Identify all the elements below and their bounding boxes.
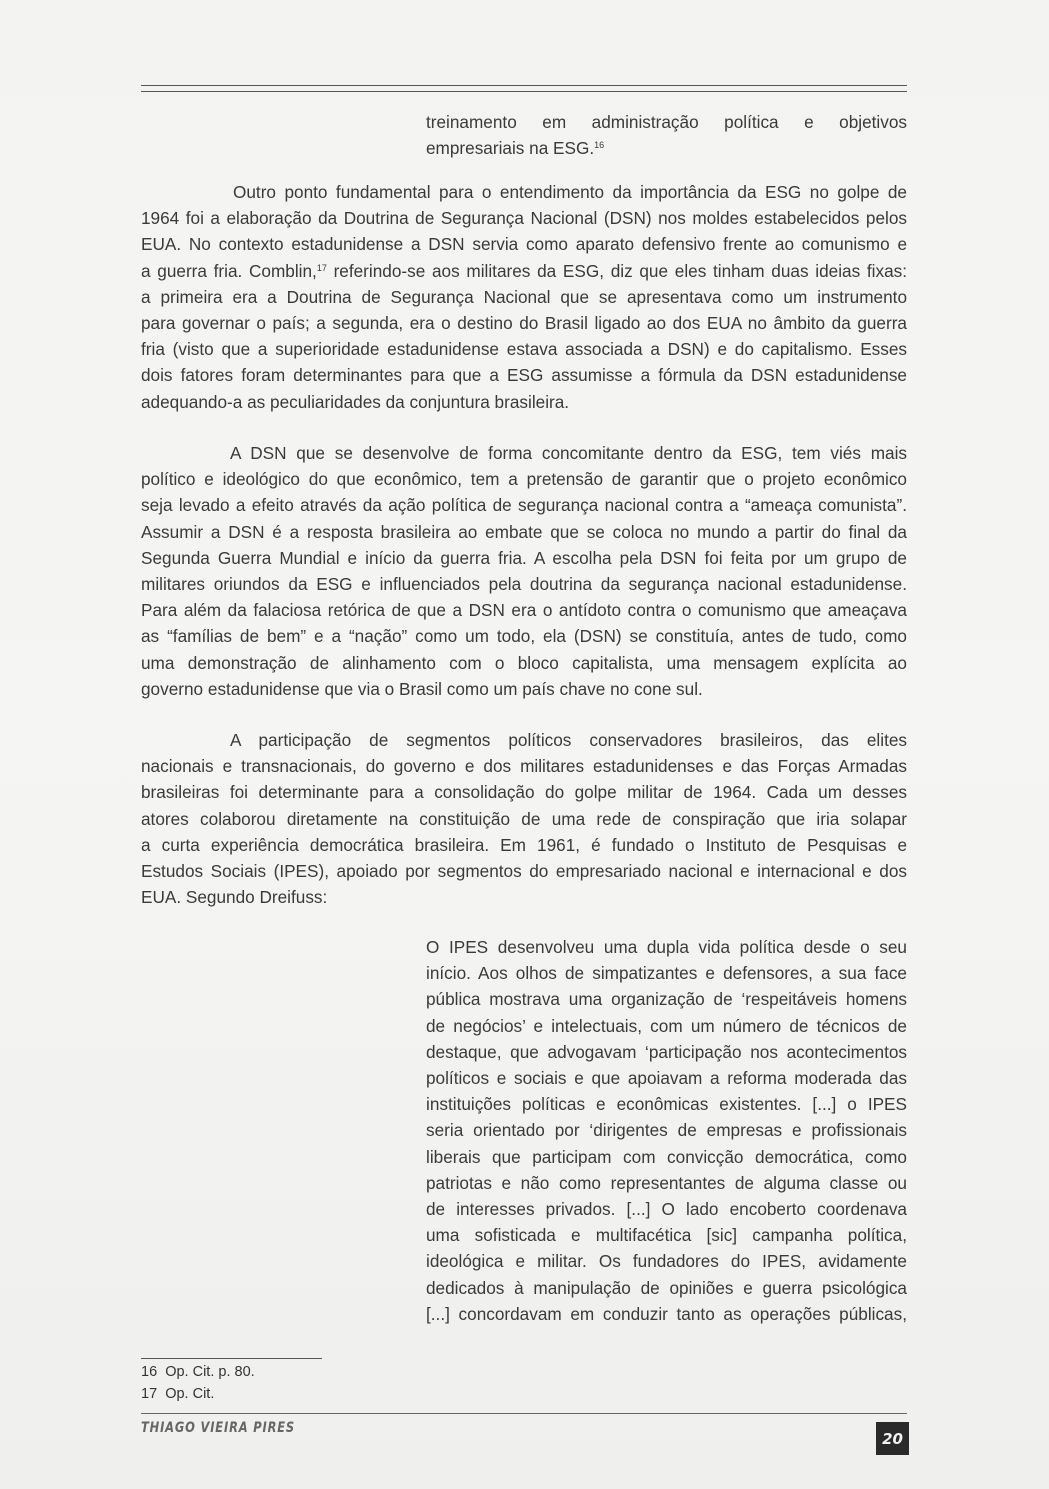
text-line: seja levado a efeito através da ação política de segurança nacional contra a “ameaça comunista”. — [141, 495, 907, 516]
text-line: Para além da falaciosa retórica de que a DSN era o antídoto contra o comunismo que ameaçava — [141, 600, 907, 621]
text-line: a curta experiência democrática brasileira. Em 1961, é fundado o Instituto de Pesquisas e — [141, 834, 907, 855]
text-line: nacionais e transnacionais, do governo e dos militares estadunidenses e das Forças Armadas — [141, 756, 907, 777]
text-line: início. Aos olhos de simpatizantes e defensores, a sua face — [426, 963, 907, 984]
text-line: as “famílias de bem” e a “nação” como um todo, ela (DSN) se constituía, antes de tudo, como — [141, 626, 907, 647]
text-line: seria orientado por ‘dirigentes de empresas e profissionais — [426, 1120, 907, 1141]
text-line: Assumir a DSN é a resposta brasileira ao embate que se coloca no mundo a partir do final da — [141, 521, 907, 542]
paragraph-2 — [141, 440, 907, 702]
text-line: Estudos Sociais (IPES), apoiado por segmentos do empresariado nacional e internacional e dos — [141, 861, 907, 882]
text-line: brasileiras foi determinante para a consolidação do golpe militar de 1964. Cada um desses — [141, 782, 907, 803]
block-quote-dreifuss — [426, 934, 907, 1327]
footnote-item — [141, 1361, 255, 1383]
text-line: uma demonstração de alinhamento com o bloco capitalista, uma mensagem explícita ao — [141, 652, 907, 673]
block-quote-top — [426, 109, 907, 161]
text-span: empresariais na ESG. — [426, 138, 595, 159]
text-line: A participação de segmentos políticos conservadores brasileiros, das elites — [230, 730, 907, 750]
text-line: O IPES desenvolveu uma dupla vida política desde o seu — [426, 937, 907, 957]
author-name: THIAGO VIEIRA PIRES — [141, 1420, 295, 1436]
footnote-separator — [141, 1358, 322, 1359]
text-line: fria (visto que a superioridade estadunidense estava associada a DSN) e do capitalismo. Esses — [141, 339, 907, 360]
text-line: A DSN que se desenvolve de forma concomitante dentro da ESG, tem viés mais — [230, 443, 907, 463]
text-line: Outro ponto fundamental para o entendimento da importância da ESG no golpe de — [233, 182, 907, 202]
text-line: para governar o país; a segunda, era o destino do Brasil ligado ao dos EUA no âmbito da guerra — [141, 313, 907, 334]
text-line: EUA. Segundo Dreifuss: — [141, 887, 328, 908]
text-line — [141, 258, 907, 284]
paragraph-1 — [141, 179, 907, 415]
paragraph-3 — [141, 727, 907, 910]
text-line: pública mostrava uma organização de ‘respeitáveis homens — [426, 989, 907, 1010]
text-line: a primeira era a Doutrina de Segurança Nacional que se apresentava como um instrumento — [141, 286, 907, 307]
footer-rule — [141, 1413, 907, 1414]
text-line: treinamento em administração política e objetivos — [426, 112, 907, 132]
page-number-badge — [876, 1422, 909, 1455]
text-span: referindo-se aos militares da ESG, diz que eles tinham duas ideias fixas: — [326, 260, 907, 281]
text-line: instituições políticas e econômicas existentes. [...] o IPES — [426, 1094, 907, 1115]
text-line: dedicados à manipulação de opiniões e guerra psicológica — [426, 1277, 907, 1298]
text-line: ideológica e militar. Os fundadores do IPES, avidamente — [426, 1251, 907, 1272]
text-line: governo estadunidense que via o Brasil como um país chave no cone sul. — [141, 678, 703, 699]
header-double-rule — [141, 85, 907, 92]
text-line: atores colaborou diretamente na constituição de uma rede de conspiração que iria solapar — [141, 808, 907, 829]
text-span: a guerra fria. Comblin, — [141, 260, 317, 281]
footnotes — [141, 1361, 255, 1405]
text-line: militares oriundos da ESG e influenciados pela doutrina da segurança nacional estadunidense. — [141, 574, 907, 595]
footnote-ref: 16 — [594, 140, 605, 151]
page-number: 20 — [882, 1429, 903, 1448]
text-line: políticos e sociais e que apoiavam a reforma moderada das — [426, 1068, 907, 1089]
text-line: político e ideológico do que econômico, tem a pretensão de garantir que o projeto econômico — [141, 469, 907, 490]
footnote-number: 16 — [141, 1364, 158, 1380]
text-line: Segunda Guerra Mundial e início da guerra fria. A escolha pela DSN foi feita por um grupo de — [141, 547, 907, 568]
footnote-number: 17 — [141, 1386, 158, 1402]
footnote-item — [141, 1383, 255, 1405]
text-line: liberais que participam com convicção democrática, como — [426, 1146, 907, 1167]
text-line: dois fatores foram determinantes para que a ESG assumisse a fórmula da DSN estadunidense — [141, 365, 907, 386]
text-line: [...] concordavam em conduzir tanto as operações públicas, — [426, 1303, 907, 1324]
text-line: de interesses privados. [...] O lado encoberto coordenava — [426, 1199, 907, 1220]
text-line: uma sofisticada e multifacética [sic] campanha política, — [426, 1225, 907, 1246]
footnote-text: Op. Cit. — [165, 1386, 215, 1402]
footnote-text: Op. Cit. p. 80. — [165, 1364, 255, 1380]
text-line — [426, 135, 907, 161]
text-line: destaque, que advogavam ‘participação nos acontecimentos — [426, 1041, 907, 1062]
text-line: adequando-a as peculiaridades da conjuntura brasileira. — [141, 391, 570, 412]
text-line: 1964 foi a elaboração da Doutrina de Segurança Nacional (DSN) nos moldes estabelecidos pelos — [141, 208, 907, 229]
text-line: EUA. No contexto estadunidense a DSN servia como aparato defensivo frente ao comunismo e — [141, 234, 907, 255]
text-line: patriotas e não como representantes de alguma classe ou — [426, 1172, 907, 1193]
footnote-ref: 17 — [316, 262, 327, 273]
text-line: de negócios’ e intelectuais, com um número de técnicos de — [426, 1015, 907, 1036]
